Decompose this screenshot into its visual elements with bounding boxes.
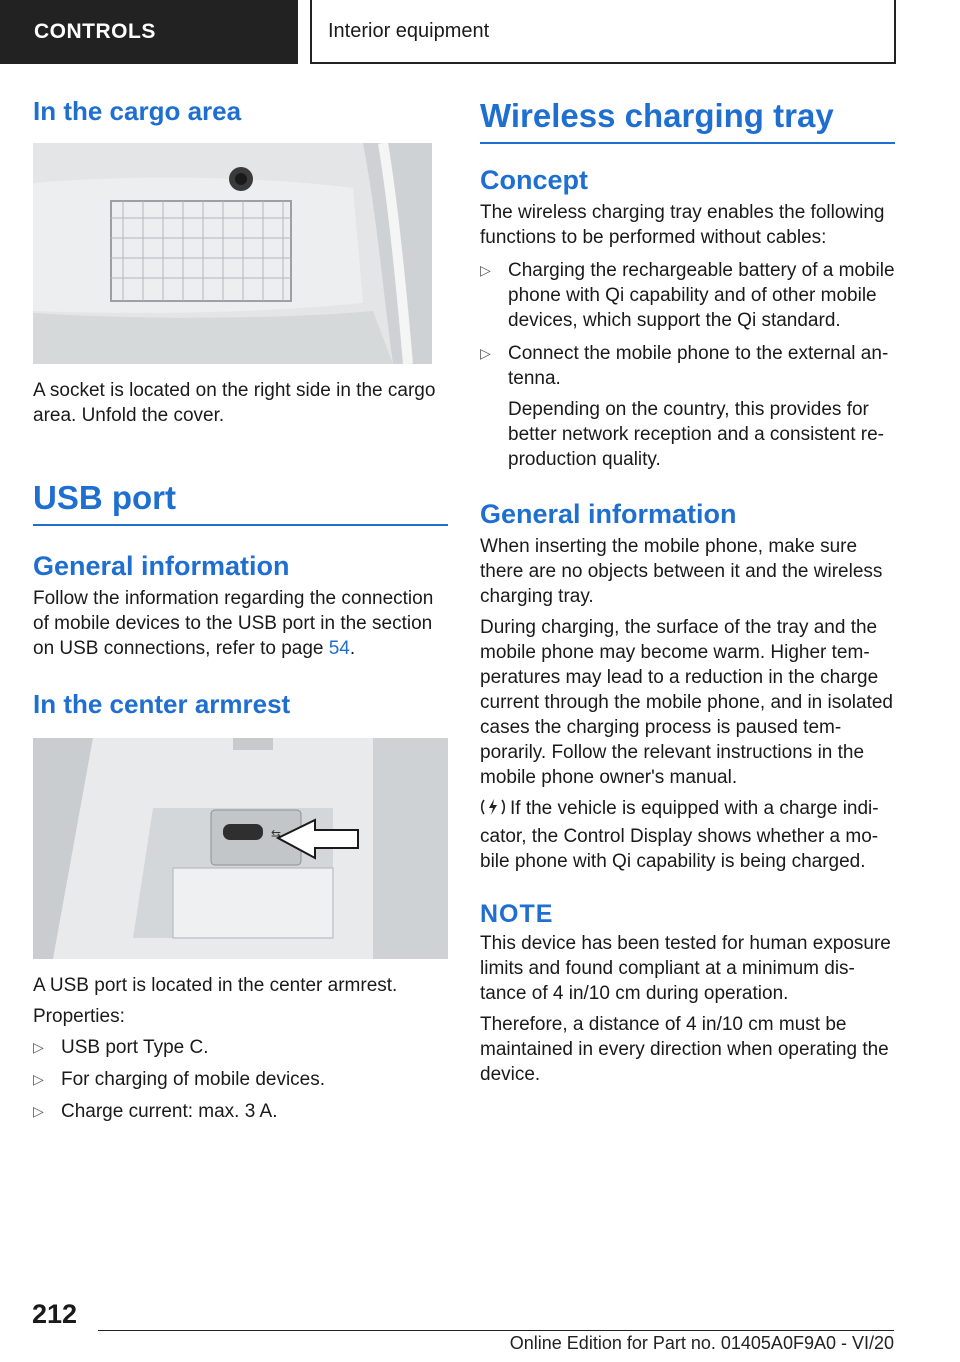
properties-label: Properties: xyxy=(33,1006,125,1028)
armrest-heading: In the center armrest xyxy=(33,689,291,720)
tray-general-p3: If the vehicle is equipped with a charge indicator, the Control Display shows whether a mobile phone with Qi capability is being charged. xyxy=(480,798,879,873)
right-column xyxy=(480,96,895,1087)
section-tab: CONTROLS xyxy=(0,0,298,64)
concept-text: The wireless charging tray enables the following functions to be performed without cables: xyxy=(480,201,885,248)
concept-list xyxy=(480,258,895,472)
tray-general-heading: General information xyxy=(480,498,737,529)
note-heading: NOTE xyxy=(480,900,554,929)
page-link-54[interactable]: 54 xyxy=(328,638,350,660)
usb-general-heading: General information xyxy=(33,550,290,581)
note-p1: This device has been tested for human exposure limits and found compliant at a minimum distance of 4 in/10 cm during operation. xyxy=(480,933,891,1005)
page-number: 212 xyxy=(32,1299,78,1329)
concept-heading: Concept xyxy=(480,164,588,195)
charge-indicator-icon xyxy=(480,797,510,824)
tray-general-p2: During charging, the surface of the tray and the mobile phone may become warm. Higher temperatures may lead to a reduction in the charge current through the mobile phone, and in isolated cases the charging process is paused temporarily. Follow the relevant instructions in the mobile phone owner's manual. xyxy=(480,617,893,789)
usb-general-text: Follow the information regarding the connection of mobile devices to the USB port in the section on USB connections, refer to page 54. xyxy=(33,588,434,660)
concept-item-subtext: Depending on the country, this provides for better network reception and a consistent reproduction quality. xyxy=(508,398,884,470)
triangle-bullet-icon: ▷ xyxy=(33,1039,44,1056)
center-armrest-illustration xyxy=(33,738,448,959)
footer-divider xyxy=(98,1330,894,1331)
triangle-bullet-icon: ▷ xyxy=(33,1071,44,1088)
left-column xyxy=(33,96,448,1124)
cargo-heading: In the cargo area xyxy=(33,96,242,126)
note-p2: Therefore, a distance of 4 in/10 cm must be maintained in every direction when operating the device. xyxy=(480,1014,889,1086)
triangle-bullet-icon: ▷ xyxy=(33,1103,44,1120)
tray-general-p1: When inserting the mobile phone, make sure there are no objects between it and the wireless charging tray. xyxy=(480,536,883,608)
list-item: ▷ For charging of mobile devices. xyxy=(33,1069,326,1091)
triangle-bullet-icon: ▷ xyxy=(480,344,491,361)
svg-text:⇆: ⇆ xyxy=(271,827,282,842)
armrest-usb-figure xyxy=(33,738,448,959)
wireless-tray-title: Wireless charging tray xyxy=(480,96,895,144)
cargo-socket-figure xyxy=(33,143,432,364)
properties-list xyxy=(33,1035,448,1124)
list-item: ▷ Charge current: max. 3 A. xyxy=(33,1101,278,1123)
armrest-text: A USB port is located in the center armrest. xyxy=(33,975,398,997)
triangle-bullet-icon: ▷ xyxy=(480,261,491,278)
edition-text: Online Edition for Part no. 01405A0F9A0 - VI/20 xyxy=(509,1333,894,1353)
usb-port-title: USB port xyxy=(33,478,448,526)
cargo-text: A socket is located on the right side in the cargo area. Unfold the cover. xyxy=(33,380,436,427)
list-item: ▷ Connect the mobile phone to the external antenna. Depending on the country, this provides for better network reception and a consistent reproduction quality. xyxy=(480,341,895,472)
list-item: ▷ USB port Type C. xyxy=(33,1037,209,1059)
cargo-area-illustration xyxy=(33,143,432,364)
chapter-title: Interior equipment xyxy=(310,0,896,64)
list-item: ▷ Charging the rechargeable battery of a mobile phone with Qi capability and of other mobile devices, which support the Qi standard. xyxy=(480,259,895,331)
